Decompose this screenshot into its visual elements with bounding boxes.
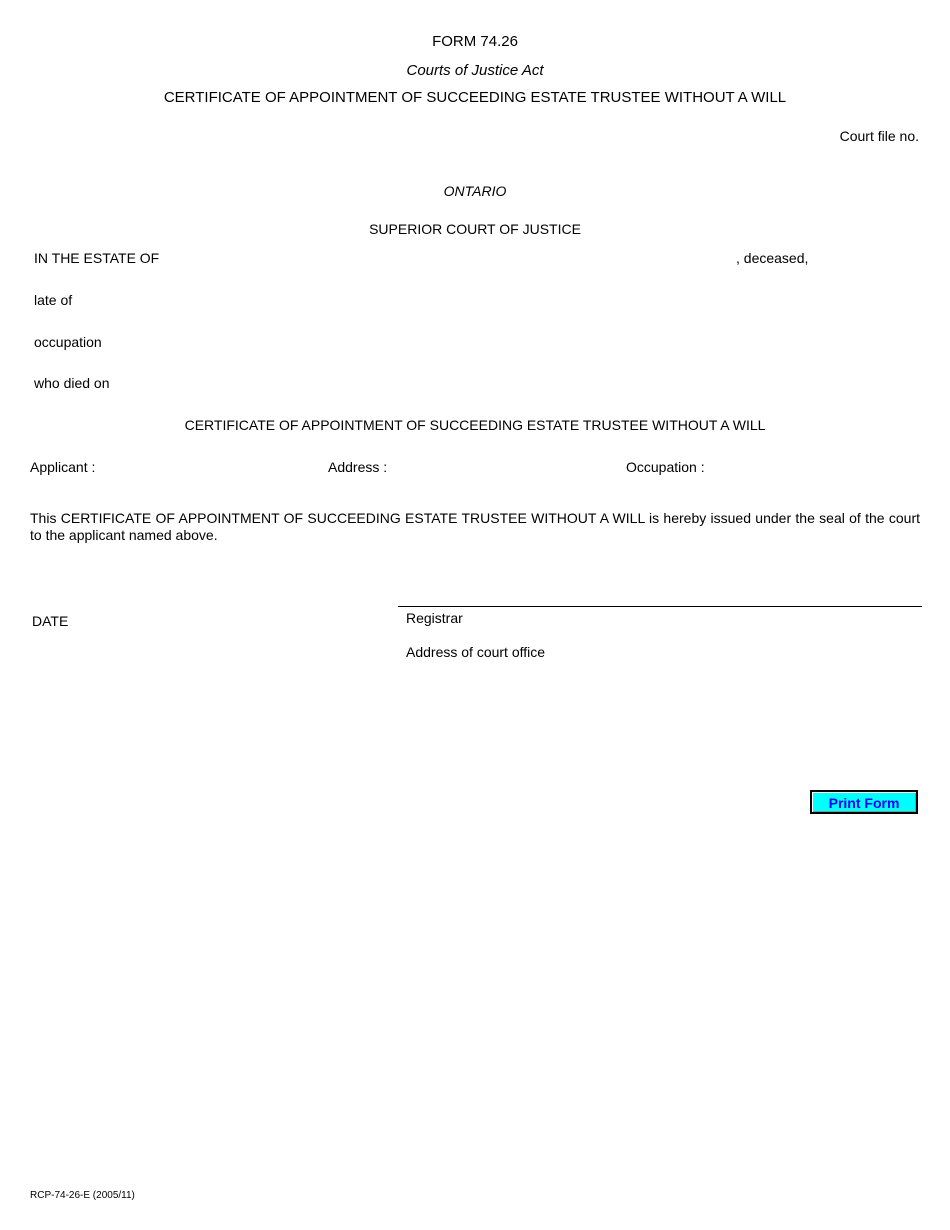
registrar-label: Registrar: [406, 610, 463, 626]
estate-of-label: IN THE ESTATE OF: [34, 250, 160, 266]
registrar-signature-line: [398, 606, 922, 607]
died-on-label: who died on: [34, 375, 110, 391]
deceased-label: , deceased,: [736, 250, 809, 266]
form-number: FORM 74.26: [432, 33, 518, 50]
court-file-number-label: Court file no.: [839, 128, 919, 144]
province-label: ONTARIO: [443, 183, 507, 199]
applicant-label: Applicant :: [30, 459, 96, 475]
document-title: CERTIFICATE OF APPOINTMENT OF SUCCEEDING ESTATE TRUSTEE WITHOUT A WILL: [163, 89, 787, 106]
applicant-occupation-label: Occupation :: [626, 459, 705, 475]
print-form-button[interactable]: Print Form: [810, 790, 918, 814]
act-title: Courts of Justice Act: [406, 62, 544, 79]
applicant-address-label: Address :: [328, 459, 388, 475]
court-name: SUPERIOR COURT OF JUSTICE: [369, 221, 581, 237]
certificate-heading: CERTIFICATE OF APPOINTMENT OF SUCCEEDING ESTATE TRUSTEE WITHOUT A WILL: [184, 417, 766, 433]
late-of-label: late of: [34, 292, 73, 308]
date-label: DATE: [32, 613, 69, 629]
certificate-body-text: This CERTIFICATE OF APPOINTMENT OF SUCCEEDING ESTATE TRUSTEE WITHOUT A WILL is hereby issued under the seal of the court to the applicant named above.: [30, 510, 920, 543]
deceased-occupation-label: occupation: [34, 334, 102, 350]
form-code: RCP-74-26-E (2005/11): [30, 1190, 135, 1201]
court-office-address-label: Address of court office: [406, 644, 546, 660]
